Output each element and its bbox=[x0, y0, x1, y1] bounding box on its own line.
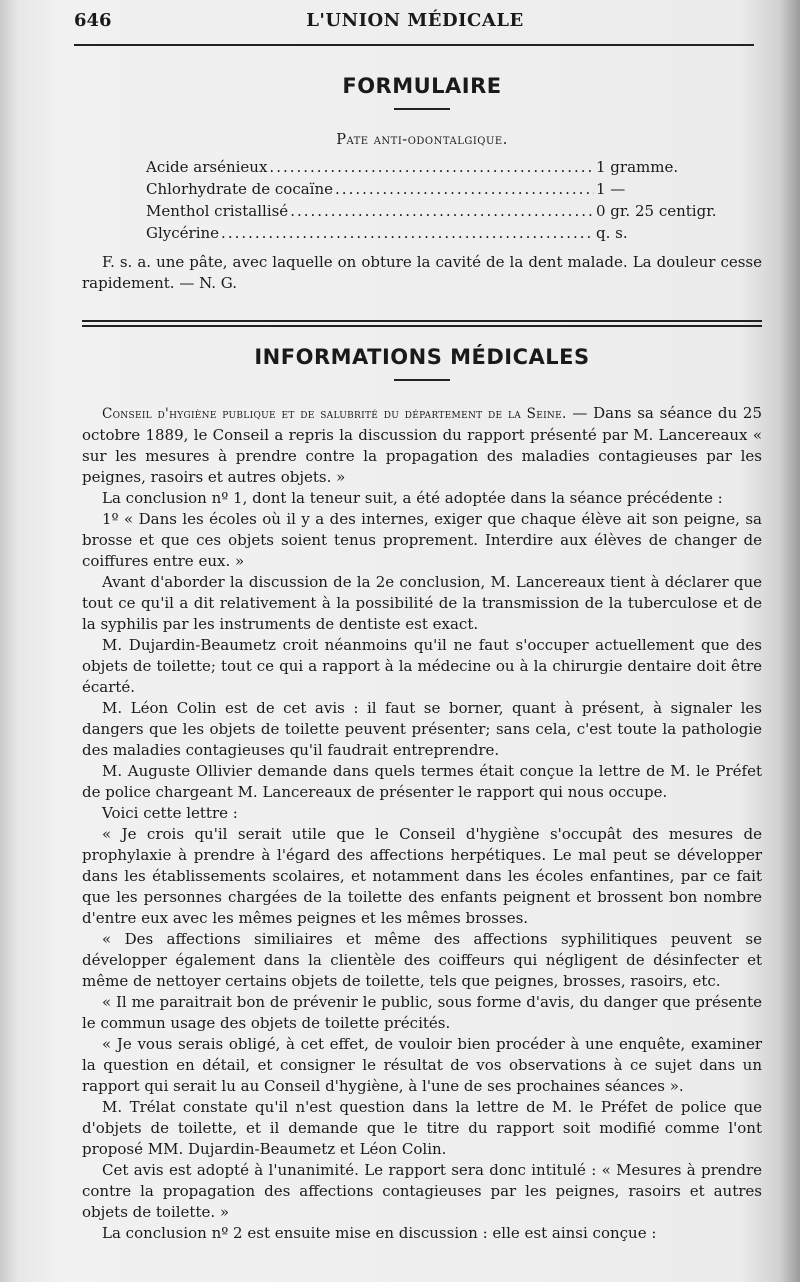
page-content bbox=[82, 58, 762, 1244]
informations-heading: INFORMATIONS MÉDICALES bbox=[254, 345, 590, 369]
header-rule bbox=[74, 44, 754, 46]
ingredient-row bbox=[146, 178, 746, 200]
ingredient-name: Glycérine bbox=[146, 224, 220, 242]
lead-label: Conseil d'hygiène publique et de salubrité du département de la Seine. bbox=[102, 406, 567, 422]
formulaire-heading: FORMULAIRE bbox=[342, 74, 502, 98]
leader-dots bbox=[269, 156, 594, 178]
ingredient-row bbox=[146, 200, 746, 222]
paragraph: M. Léon Colin est de cet avis : il faut se borner, quant à présent, à signaler les dangers que les objets de toilette peuvent présenter; sans cela, c'est toute la pathologie des maladies contagieuses qu'il faudrait entreprendre. bbox=[82, 699, 762, 759]
paragraph: M. Dujardin-Beaumetz croit néanmoins qu'il ne faut s'occuper actuellement que des objets de toilette; tout ce qui a rapport à la médecine ou à la chirurgie dentaire doit être écarté. bbox=[82, 636, 762, 696]
paragraph: « Je vous serais obligé, à cet effet, de vouloir bien procéder à une enquête, examiner la question en détail, et consigner le résultat de vos observations à ce sujet dans un rapport qui serait lu au Conseil d'hygiène, à l'une de ses prochaines séances ». bbox=[82, 1035, 762, 1095]
recipe-note-text: F. s. a. une pâte, avec laquelle on obture la cavité de la dent malade. La douleur cesse rapidement. — N. G. bbox=[82, 253, 762, 292]
paragraph: « Il me paraitrait bon de prévenir le public, sous forme d'avis, du danger que présente le commun usage des objets de toilette précités. bbox=[82, 993, 762, 1032]
heading-rule bbox=[394, 108, 450, 110]
paragraph: La conclusion nº 1, dont la teneur suit, a été adoptée dans la séance précédente : bbox=[102, 489, 723, 507]
leader-dots bbox=[290, 200, 594, 222]
paragraph: Cet avis est adopté à l'unanimité. Le rapport sera donc intitulé : « Mesures à prendre contre la propagation des affections contagieuses par les peignes, rasoirs et autres objets de toilette. » bbox=[82, 1161, 762, 1221]
informations-section bbox=[82, 345, 762, 1244]
ingredient-name: Acide arsénieux bbox=[146, 158, 268, 176]
paragraph: M. Auguste Ollivier demande dans quels termes était conçue la lettre de M. le Préfet de police chargeant M. Lancereaux de présenter le rapport qui nous occupe. bbox=[82, 762, 762, 801]
page-number: 646 bbox=[74, 10, 112, 31]
ingredient-quantity: q. s. bbox=[596, 224, 628, 242]
paragraph: « Des affections similiaires et même des affections syphilitiques peuvent se développer également dans la clientèle des coiffeurs qui négligent de désinfecter et même de nettoyer certains objets de toilette, tels que peignes, brosses, rasoirs, etc. bbox=[82, 930, 762, 990]
leader-dots bbox=[221, 222, 594, 244]
paragraph: 1º « Dans les écoles où il y a des internes, exiger que chaque élève ait son peigne, sa brosse et que ces objets soient tenus proprement. Interdire aux élèves de changer de coiffures entre eux. » bbox=[82, 510, 762, 570]
ingredient-row bbox=[146, 156, 746, 178]
ingredient-name: Menthol cristallisé bbox=[146, 202, 289, 220]
leader-dots bbox=[335, 178, 594, 200]
recipe-title: Pate anti-odontalgique. bbox=[336, 132, 508, 148]
ingredient-row bbox=[146, 222, 746, 244]
ingredient-name: Chlorhydrate de cocaïne bbox=[146, 180, 334, 198]
paragraph: « Je crois qu'il serait utile que le Conseil d'hygiène s'occupât des mesures de prophylaxie à prendre à l'égard des affections herpétiques. Le mal peut se développer dans les établissements scolaires, et notamment dans les écoles enfantines, par ce fait que les personnes chargées de la toilette des enfants peignent et brossent bon nombre d'entre eux avec les mêmes peignes et les mêmes brosses. bbox=[82, 825, 762, 927]
ingredient-quantity: 0 gr. 25 centigr. bbox=[596, 202, 717, 220]
paragraph: M. Trélat constate qu'il n'est question dans la lettre de M. le Préfet de police que d'objets de toilette, et il demande que le titre du rapport soit modifié comme l'ont proposé MM. Dujardin-Beaumetz et Léon Colin. bbox=[82, 1098, 762, 1158]
running-title: L'UNION MÉDICALE bbox=[306, 10, 524, 31]
section-divider bbox=[82, 320, 762, 327]
ingredient-quantity: 1 — bbox=[596, 180, 626, 198]
paragraph: La conclusion nº 2 est ensuite mise en discussion : elle est ainsi conçue : bbox=[102, 1224, 657, 1242]
page-header bbox=[70, 10, 760, 38]
article-body bbox=[82, 403, 762, 1244]
heading-rule bbox=[394, 379, 450, 381]
ingredient-list bbox=[146, 156, 746, 244]
formulaire-section bbox=[82, 74, 762, 294]
paragraph bbox=[82, 403, 762, 488]
recipe-note bbox=[82, 252, 762, 294]
ingredient-quantity: 1 gramme. bbox=[596, 158, 679, 176]
paragraph: Avant d'aborder la discussion de la 2e conclusion, M. Lancereaux tient à déclarer que tout ce qu'il a dit relativement à la possibilité de la transmission de la tuberculose et de la syphilis par les instruments de dentiste est exact. bbox=[82, 573, 762, 633]
paragraph-text: — Dans sa séance du 25 octobre 1889, le Conseil a repris la discussion du rapport présenté par M. Lancereaux « sur les mesures à prendre contre la propagation des maladies contagieuses par les peignes, rasoirs et autres objets. » bbox=[82, 404, 762, 486]
paragraph: Voici cette lettre : bbox=[102, 804, 238, 822]
